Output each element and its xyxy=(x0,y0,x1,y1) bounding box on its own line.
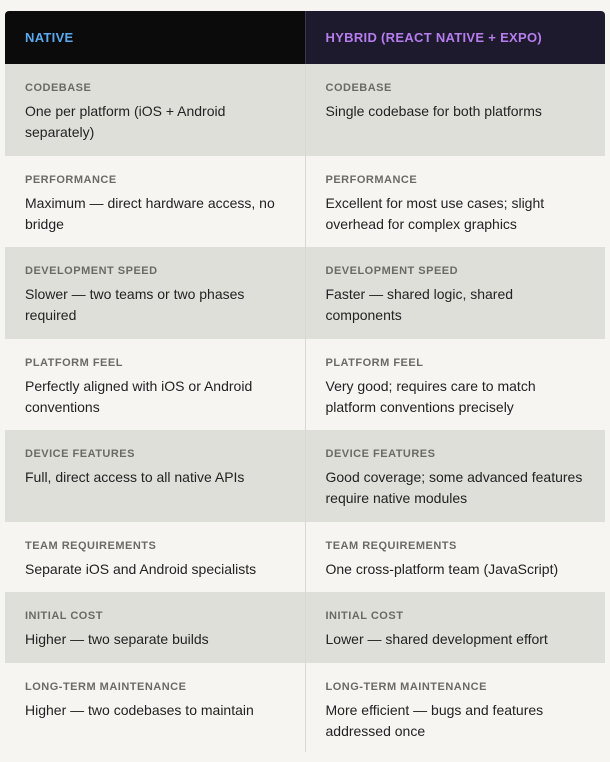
cell-value: Higher — two separate builds xyxy=(25,631,209,647)
comparison-table xyxy=(5,11,605,752)
cell-label: LONG-TERM MAINTENANCE xyxy=(25,681,187,693)
cell-label: LONG-TERM MAINTENANCE xyxy=(325,681,487,693)
cell-value: One cross-platform team (JavaScript) xyxy=(325,561,559,577)
cell-label: TEAM REQUIREMENTS xyxy=(325,540,457,552)
native-cell xyxy=(5,339,305,430)
cell-value: Excellent for most use cases; slight overhead for complex graphics xyxy=(325,195,545,232)
hybrid-cell xyxy=(305,156,605,247)
table-header-row xyxy=(5,11,605,64)
table-row xyxy=(5,64,605,156)
cell-value: Lower — shared development effort xyxy=(325,631,548,647)
hybrid-cell xyxy=(305,592,605,663)
table-row xyxy=(5,592,605,663)
cell-value: Higher — two codebases to maintain xyxy=(25,702,254,718)
native-column-header: NATIVE xyxy=(5,11,305,64)
cell-value: Separate iOS and Android specialists xyxy=(25,561,257,577)
native-cell xyxy=(5,156,305,247)
comparison-frame xyxy=(5,11,605,752)
cell-label: DEVICE FEATURES xyxy=(25,448,135,460)
native-cell xyxy=(5,663,305,752)
cell-value: Full, direct access to all native APIs xyxy=(25,469,245,485)
cell-label: INITIAL COST xyxy=(25,610,103,622)
cell-label: DEVICE FEATURES xyxy=(325,448,436,460)
cell-value: Single codebase for both platforms xyxy=(325,103,542,119)
native-cell xyxy=(5,64,305,156)
hybrid-cell xyxy=(305,247,605,339)
cell-label: PERFORMANCE xyxy=(25,174,117,186)
cell-value: Slower — two teams or two phases required xyxy=(25,286,245,323)
cell-value: One per platform (iOS + Android separately) xyxy=(25,103,226,140)
native-cell xyxy=(5,592,305,663)
cell-label: TEAM REQUIREMENTS xyxy=(25,540,157,552)
hybrid-column-header: HYBRID (REACT NATIVE + EXPO) xyxy=(305,11,605,64)
table-row xyxy=(5,339,605,430)
cell-label: DEVELOPMENT SPEED xyxy=(325,265,459,277)
cell-label: PLATFORM FEEL xyxy=(325,357,424,369)
hybrid-cell xyxy=(305,64,605,156)
cell-value: Perfectly aligned with iOS or Android conventions xyxy=(25,378,253,415)
cell-label: PERFORMANCE xyxy=(325,174,418,186)
cell-value: Maximum — direct hardware access, no bridge xyxy=(25,195,275,232)
cell-label: CODEBASE xyxy=(325,82,392,94)
cell-label: CODEBASE xyxy=(25,82,92,94)
table-row xyxy=(5,156,605,247)
cell-value: Faster — shared logic, shared components xyxy=(325,286,514,323)
hybrid-cell xyxy=(305,430,605,522)
native-cell xyxy=(5,247,305,339)
cell-label: DEVELOPMENT SPEED xyxy=(25,265,158,277)
table-row xyxy=(5,247,605,339)
native-cell xyxy=(5,522,305,592)
table-row xyxy=(5,663,605,752)
cell-label: PLATFORM FEEL xyxy=(25,357,123,369)
hybrid-cell xyxy=(305,522,605,592)
native-cell xyxy=(5,430,305,522)
cell-value: More efficient — bugs and features addressed once xyxy=(325,702,544,739)
table-row xyxy=(5,522,605,592)
cell-label: INITIAL COST xyxy=(325,610,404,622)
hybrid-cell xyxy=(305,339,605,430)
hybrid-cell xyxy=(305,663,605,752)
cell-value: Good coverage; some advanced features require native modules xyxy=(325,469,583,506)
table-row xyxy=(5,430,605,522)
cell-value: Very good; requires care to match platform conventions precisely xyxy=(325,378,536,415)
